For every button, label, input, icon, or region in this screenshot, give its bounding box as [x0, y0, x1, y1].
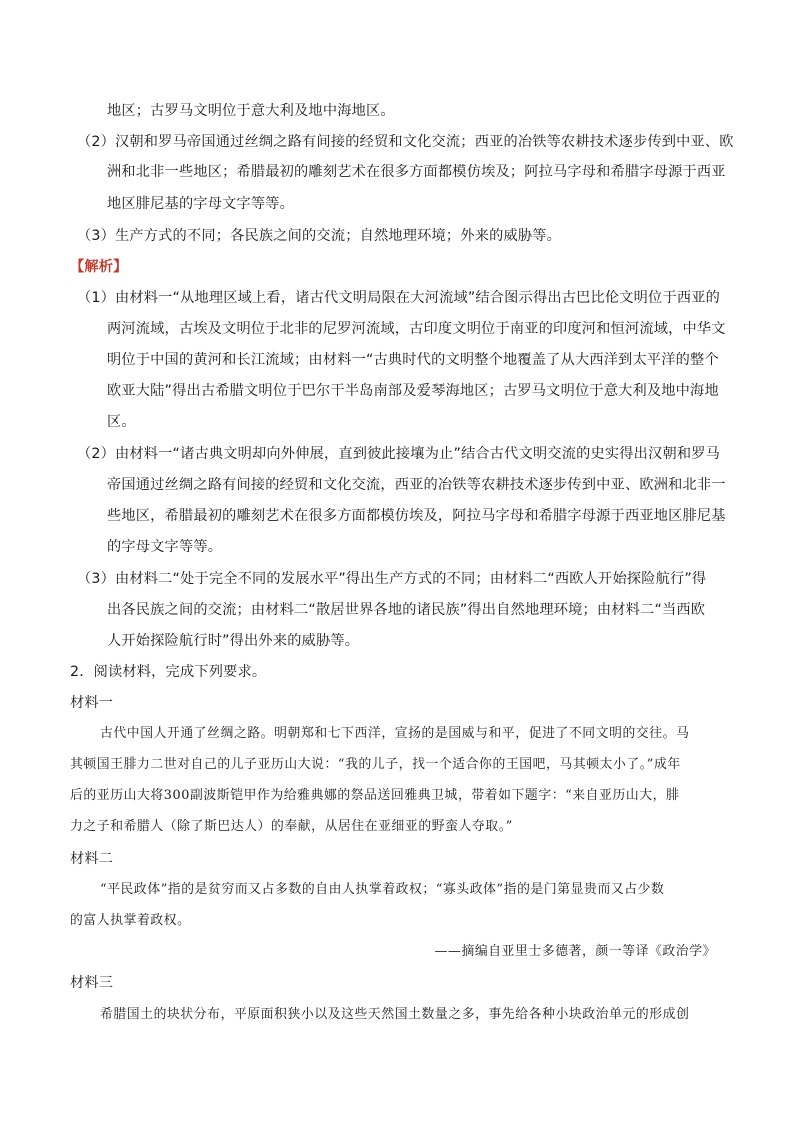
analysis-item-2-line-4: 的字母文字等等。 — [107, 539, 223, 555]
material-1-title: 材料一 — [70, 695, 114, 711]
material-1-line-2: 其顿国王腓力二世对自己的儿子亚历山大说：“我的儿子，找一个适合你的王国吧，马其顿太小了。”成年 — [70, 757, 681, 772]
answer-item-2-line-3: 地区腓尼基的字母文字等等。 — [107, 196, 295, 212]
analysis-item-1-line-2: 两河流域，古埃及文明位于北非的尼罗河流域，古印度文明位于南亚的印度河和恒河流域，中华文 — [107, 321, 726, 337]
analysis-item-2-line-3: 些地区，希腊最初的雕刻艺术在很多方面都模仿埃及，阿拉马字母和希腊字母源于西亚地区腓尼基 — [107, 508, 726, 524]
analysis-item-3-line-3: 人开始探险航行时”得出外来的威胁等。 — [107, 633, 360, 649]
material-3-title: 材料三 — [70, 975, 114, 991]
answer-line-1: 地区；古罗马文明位于意大利及地中海地区。 — [107, 103, 395, 119]
question-2-prompt: 2．阅读材料，完成下列要求。 — [70, 664, 267, 680]
analysis-item-1-line-4: 欧亚大陆”得出古希腊文明位于巴尔干半岛南部及爱琴海地区；古罗马文明位于意大利及地中海地 — [107, 383, 719, 399]
analysis-item-2-line-1: （2）由材料一“诸古典文明却向外伸展，直到彼此接壤为止”结合古代文明交流的史实得出汉朝和罗马 — [77, 446, 720, 462]
material-2-line-1: “平民政体”指的是贫穷而又占多数的自由人执掌着政权；“寡头政体”指的是门第显贵而又占少数 — [100, 882, 665, 897]
answer-item-2-line-2: 洲和北非一些地区；希腊最初的雕刻艺术在很多方面都模仿埃及；阿拉马字母和希腊字母源于西亚 — [107, 164, 726, 180]
analysis-item-1-line-1: （1）由材料一“从地理区域上看，诸古代文明局限在大河流域”结合图示得出古巴比伦文明位于西亚的 — [77, 290, 720, 306]
analysis-item-1-line-3: 明位于中国的黄河和长江流域；由材料一“古典时代的文明整个地覆盖了从大西洋到太平洋的整个 — [107, 352, 719, 368]
analysis-item-2-line-2: 帝国通过丝绸之路有间接的经贸和文化交流，西亚的冶铁等农耕技术逐步传到中亚、欧洲和北非一 — [107, 477, 726, 493]
analysis-header: 【解析】 — [70, 259, 128, 275]
analysis-item-1-line-5: 区。 — [107, 414, 136, 430]
analysis-item-3-line-1: （3）由材料二“处于完全不同的发展水平”得出生产方式的不同；由材料二“西欧人开始探险航行”得 — [77, 571, 707, 587]
analysis-item-3-line-2: 出各民族之间的交流；由材料二“散居世界各地的诸民族”得出自然地理环境；由材料二“当西欧 — [107, 602, 706, 618]
material-1-line-4: 力之子和希腊人（除了斯巴达人）的奉献，从居住在亚细亚的野蛮人夺取。” — [70, 819, 513, 834]
material-2-source: ——摘编自亚里士多德著，颜一等译《政治学》 — [434, 944, 716, 959]
material-3-line-1: 希腊国土的块状分布，平原面积狭小以及这些天然国土数量之多，事先给各种小块政治单元的形成创 — [100, 1007, 690, 1022]
material-2-line-2: 的富人执掌着政权。 — [70, 913, 191, 928]
material-1-line-3: 后的亚历山大将300副波斯铠甲作为给雅典娜的祭品送回雅典卫城，带着如下题字：“来自亚历山大，腓 — [70, 788, 680, 803]
material-1-line-1: 古代中国人开通了丝绸之路。明朝郑和七下西洋，宣扬的是国威与和平，促进了不同文明的交往。马 — [100, 726, 690, 741]
answer-item-2-line-1: （2）汉朝和罗马帝国通过丝绸之路有间接的经贸和文化交流；西亚的冶铁等农耕技术逐步传到中亚、欧 — [77, 134, 734, 150]
material-2-title: 材料二 — [70, 851, 114, 867]
answer-item-3: （3）生产方式的不同；各民族之间的交流；自然地理环境；外来的威胁等。 — [77, 228, 562, 244]
